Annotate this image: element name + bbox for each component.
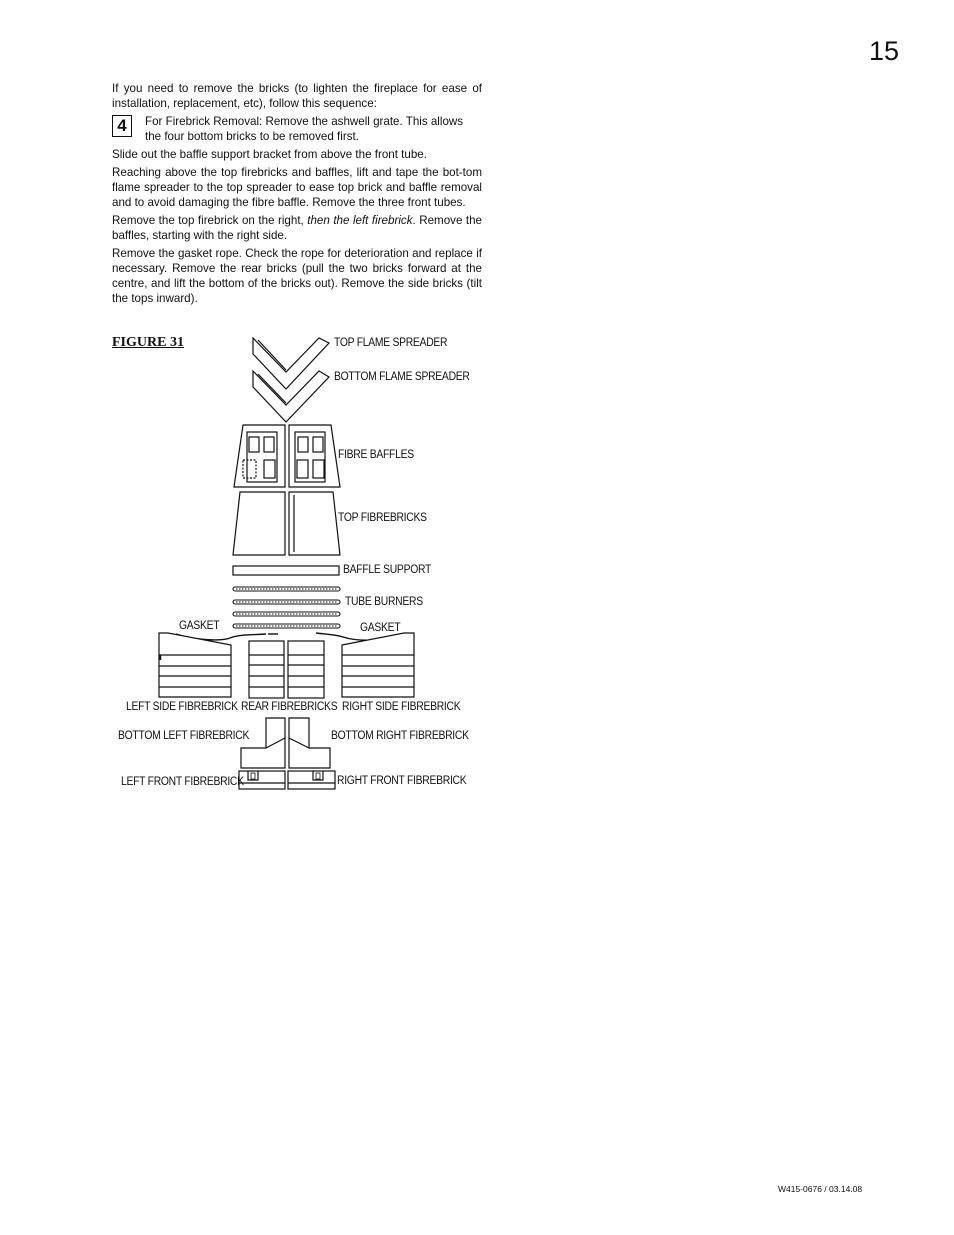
top-fibrebricks-part bbox=[233, 492, 340, 555]
label-bottom-right-fibrebrick: BOTTOM RIGHT FIBREBRICK bbox=[331, 730, 469, 742]
gasket-ropes bbox=[176, 633, 398, 640]
label-right-front-fibrebrick: RIGHT FRONT FIBREBRICK bbox=[337, 775, 467, 787]
tube-burners-part bbox=[233, 587, 340, 628]
paragraph-flame-spreader: Reaching above the top firebricks and baffles, lift and tape the bot-tom flame spreader to the top spreader to ease top brick and baffle removal and to avoid damaging the fibre baffle. Remove the three front tubes. bbox=[112, 166, 482, 209]
intro-paragraph: If you need to remove the bricks (to lighten the fireplace for ease of installation, replacement, etc), follow this sequence: bbox=[112, 82, 482, 110]
label-tube-burners: TUBE BURNERS bbox=[345, 596, 423, 608]
label-right-side-fibrebrick: RIGHT SIDE FIBREBRICK bbox=[342, 701, 461, 713]
fibre-baffles-part bbox=[234, 425, 340, 487]
page-number: 15 bbox=[869, 36, 900, 66]
label-bottom-flame-spreader: BOTTOM FLAME SPREADER bbox=[334, 371, 470, 383]
rear-fibrebricks-part bbox=[249, 641, 324, 698]
label-top-fibrebricks: TOP FIBREBRICKS bbox=[338, 512, 427, 524]
label-bottom-left-fibrebrick: BOTTOM LEFT FIBREBRICK bbox=[118, 730, 250, 742]
step-number-badge: 4 bbox=[112, 115, 132, 137]
figure-title: FIGURE 31 bbox=[112, 335, 184, 350]
left-side-fibrebrick-part bbox=[159, 633, 231, 697]
paragraph-baffle-support: Slide out the baffle support bracket from above the front tube. bbox=[112, 148, 427, 161]
front-fibrebricks-part bbox=[239, 771, 335, 789]
label-rear-fibrebricks: REAR FIBREBRICKS bbox=[241, 701, 338, 713]
italic-text-run: then the left firebrick bbox=[307, 214, 413, 227]
text-run: . Remove the baffles, starting with the right side. bbox=[112, 214, 483, 242]
label-fibre-baffles: FIBRE BAFFLES bbox=[338, 449, 414, 461]
paragraph-gasket-rope: Remove the gasket rope. Check the rope for deterioration and replace if necessary. Remove the rear bricks (pull the two bricks forward at the centre, and lift the bottom of the bricks out). Remove the side bricks (tilt the tops inward). bbox=[112, 247, 482, 305]
baffle-support-part bbox=[233, 566, 339, 575]
label-baffle-support: BAFFLE SUPPORT bbox=[343, 564, 432, 576]
text-run: Remove the top firebrick on the right, bbox=[112, 214, 308, 227]
label-gasket-right: GASKET bbox=[360, 622, 401, 634]
label-top-flame-spreader: TOP FLAME SPREADER bbox=[334, 337, 448, 349]
bottom-fibrebricks-part bbox=[241, 718, 330, 768]
step-text: For Firebrick Removal: Remove the ashwell grate. This allows the four bottom bricks to be removed first. bbox=[145, 115, 464, 143]
document-code: W415-0676 / 03.14.08 bbox=[778, 1184, 863, 1194]
label-left-side-fibrebrick: LEFT SIDE FIBREBRICK bbox=[126, 701, 238, 713]
label-gasket-left: GASKET bbox=[179, 620, 220, 632]
right-side-fibrebrick-part bbox=[342, 633, 414, 697]
label-left-front-fibrebrick: LEFT FRONT FIBREBRICK bbox=[121, 776, 244, 788]
